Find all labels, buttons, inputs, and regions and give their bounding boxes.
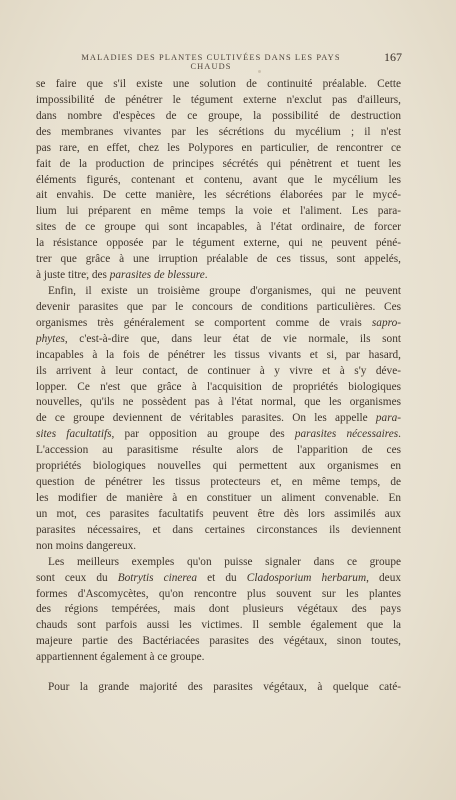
text-line: Les meilleurs exemples qu'on puisse signaler dans ce groupe	[48, 555, 401, 568]
text-line: éléments figurés, contenant et contenu, avant que le mycélium les	[36, 173, 401, 186]
italic-term: Botrytis cinerea	[117, 571, 198, 584]
text-line: parasites nécessaires, et dans certaines circonstances ils deviennent	[36, 523, 401, 536]
text-line: pas rare, en effet, chez les Polypores en particulier, de rencontrer ce	[36, 141, 401, 154]
paper-spot	[321, 246, 323, 248]
running-title: MALADIES DES PLANTES CULTIVÉES DANS LES PAYS CHAUDS	[81, 53, 341, 71]
italic-term: parasites de blessure	[109, 269, 205, 282]
text-line: fait de la production de principes sécrétés qui pénètrent et tuent les	[36, 157, 401, 170]
body-text	[36, 77, 401, 696]
italic-term: para-	[375, 412, 401, 425]
text-line: des régions tempérées, mais dont plusieurs végétaux des pays	[36, 603, 401, 616]
text-line: de ce groupe deviennent de véritables parasites. On les appelle para-	[36, 412, 401, 425]
text-line: se faire que s'il existe une solution de continuité préalable. Cette	[36, 78, 401, 90]
italic-term: parasites nécessaires	[294, 428, 399, 441]
text-line: propriétés biologiques nouvelles qui permettent aux organismes en	[36, 460, 401, 473]
text-line: devenir parasites que par le concours de conditions particulières. Ces	[36, 300, 401, 313]
paper-spot	[258, 70, 261, 73]
text-line: phytes, c'est-à-dire que, dans leur état de vie normale, ils sont	[36, 332, 401, 345]
text-line: lopper. Ce n'est que grâce à l'acquisition de propriétés biologiques	[36, 380, 401, 393]
text-line: dans nombre d'espèces de ce groupe, la possibilité de destruction	[36, 109, 401, 122]
text-line: organismes très généralement se comportent comme de vrais sapro-	[36, 316, 401, 329]
text-line: nouvelles, qu'ils ne possèdent pas à l'état normal, que les organismes	[36, 396, 401, 409]
text-line: les modifier de manière à en constituer un aliment convenable. En	[36, 491, 401, 504]
italic-term: sites facultatifs	[36, 428, 112, 441]
text-line: sites de ce groupe qui sont incapables, à l'état ordinaire, de forcer	[36, 221, 401, 234]
text-line: la résistance opposée par le tégument externe, qui ne peuvent péné-	[36, 237, 401, 250]
text-line: ils arrivent à leur contact, de continuer à y vivre et à s'y déve-	[36, 364, 401, 377]
italic-term: phytes	[36, 332, 65, 345]
text-line: non moins dangereux.	[36, 539, 137, 552]
text-line: sont ceux du Botrytis cinerea et du Cladosporium herbarum, deux	[36, 571, 401, 584]
text-line: chauds sont parfois aussi les victimes. Il semble également que la	[36, 619, 401, 632]
text-line: Enfin, il existe un troisième groupe d'organismes, qui ne peuvent	[48, 284, 401, 297]
italic-term: Cladosporium herbarum	[246, 571, 367, 584]
text-line: formes d'Ascomycètes, qu'on rencontre plus souvent sur les plantes	[36, 587, 401, 600]
page-number: 167	[384, 50, 402, 64]
running-head	[60, 50, 402, 71]
text-line: à juste titre, des parasites de blessure.	[36, 269, 208, 282]
text-line: L'accession au parasitisme résulte alors de l'apparition de ces	[36, 444, 401, 457]
text-line: question de pénétrer les tissus protecteurs et, en même temps, de	[36, 476, 401, 489]
text-line: un mot, ces parasites facultatifs peuvent être dès lors assimilés aux	[36, 507, 401, 520]
text-line: incapables à la fois de pénétrer les tissus vivants et si, par hasard,	[36, 348, 401, 361]
paper-spot	[86, 272, 88, 274]
italic-term: sapro-	[371, 316, 401, 329]
text-line: appartiennent également à ce groupe.	[36, 651, 205, 664]
text-line: des membranes vivantes par les sécrétions du mycélium ; il n'est	[36, 125, 401, 138]
text-line: majeure partie des Bactériacées parasites des végétaux, sinon toutes,	[36, 635, 401, 648]
text-line: sites facultatifs, par opposition au groupe des parasites nécessaires.	[36, 428, 401, 441]
text-line: impossibilité de pénétrer le tégument externe n'exclut pas d'ailleurs,	[36, 93, 401, 106]
text-line: Pour la grande majorité des parasites végétaux, à quelque caté-	[48, 681, 401, 694]
text-line: trer que grâce à une irruption préalable de ces tissus, sont appelés,	[36, 253, 401, 266]
text-line: lium lui préparent en même temps la voie et l'aliment. Les para-	[36, 205, 401, 218]
text-line: ait envahis. De cette manière, les sécrétions élaborées par le mycé-	[36, 189, 401, 202]
